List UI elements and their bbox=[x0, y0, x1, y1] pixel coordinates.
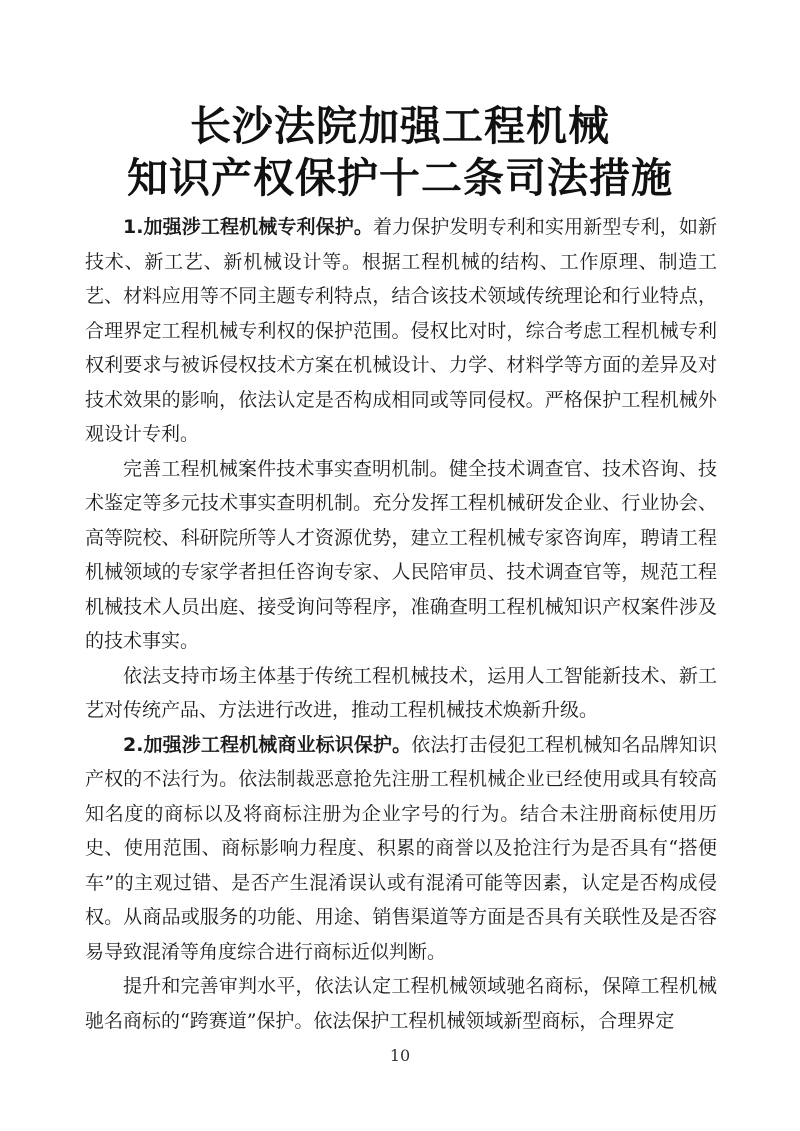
section-2-heading: 2.加强涉工程机械商业标识保护。 bbox=[123, 733, 412, 756]
paragraph-1 bbox=[85, 210, 717, 452]
page-number: 10 bbox=[389, 1046, 411, 1065]
title-line-1: 长沙法院加强工程机械 bbox=[190, 102, 610, 150]
paragraph-2 bbox=[85, 452, 717, 659]
section-1-heading: 1.加强涉工程机械专利保护。 bbox=[123, 216, 373, 238]
paragraph-4-text: 依法打击侵犯工程机械知名品牌知识产权的不法行为。依法制裁恶意抢先注册工程机械企业已经使用或具有较高知名度的商标以及将商标注册为企业字号的行为。结合未注册商标使用历史、使用范围、商标影响力程度、积累的商誉以及抢注行为是否具有“搭便车”的主观过错、是否产生混淆误认或有混淆可能等因素，认定是否构成侵权。从商品或服务的功能、用途、销售渠道等方面是否具有关联性及是否容易导致混淆等角度综合进行商标近似判断。 bbox=[85, 733, 717, 963]
paragraph-5-text: 提升和完善审判水平，依法认定工程机械领域驰名商标，保障工程机械驰名商标的“跨赛道”保护。依法保护工程机械领域新型商标，合理界定 bbox=[85, 975, 717, 1032]
body-text bbox=[85, 210, 717, 1038]
paragraph-3-text: 依法支持市场主体基于传统工程机械技术，运用人工智能新技术、新工艺对传统产品、方法进行改进，推动工程机械技术焕新升级。 bbox=[85, 664, 717, 721]
paragraph-5 bbox=[85, 969, 717, 1038]
paragraph-4 bbox=[85, 728, 717, 970]
paragraph-1-text: 着力保护发明专利和实用新型专利，如新技术、新工艺、新机械设计等。根据工程机械的结构、工作原理、制造工艺、材料应用等不同主题专利特点，结合该技术领域传统理论和行业特点，合理界定工程机械专利权的保护范围。侵权比对时，综合考虑工程机械专利权利要求与被诉侵权技术方案在机械设计、力学、材料学等方面的差异及对技术效果的影响，依法认定是否构成相同或等同侵权。严格保护工程机械外观设计专利。 bbox=[85, 216, 717, 445]
title-line-2: 知识产权保护十二条司法措施 bbox=[127, 154, 673, 202]
paragraph-3 bbox=[85, 659, 717, 728]
paragraph-2-text: 完善工程机械案件技术事实查明机制。健全技术调查官、技术咨询、技术鉴定等多元技术事实查明机制。充分发挥工程机械研发企业、行业协会、高等院校、科研院所等人才资源优势，建立工程机械专家咨询库，聘请工程机械领域的专家学者担任咨询专家、人民陪审员、技术调查官等，规范工程机械技术人员出庭、接受询问等程序，准确查明工程机械知识产权案件涉及的技术事实。 bbox=[85, 457, 717, 652]
